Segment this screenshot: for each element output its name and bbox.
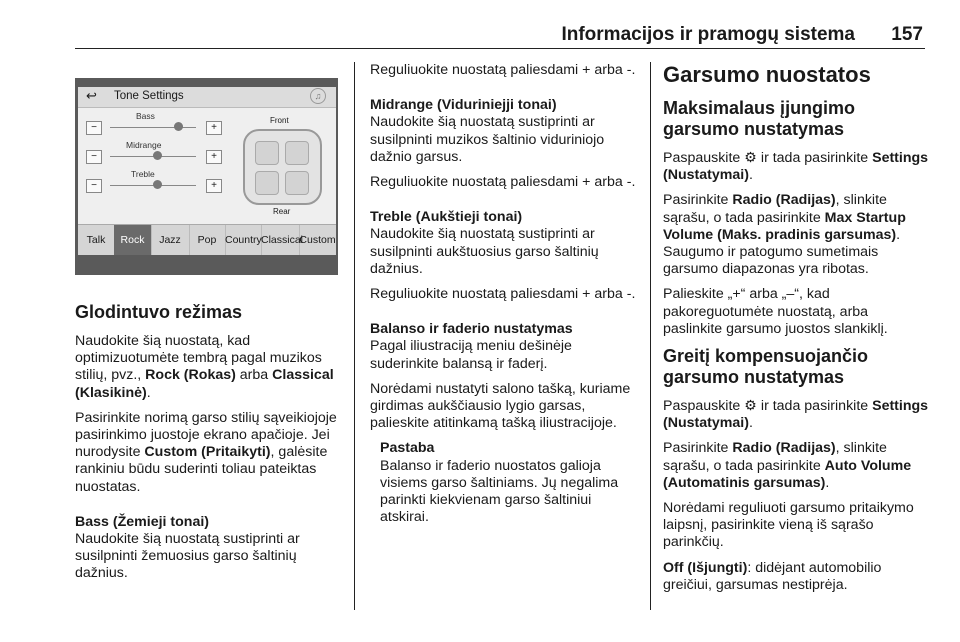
note-box [380,440,636,526]
tab-jazz[interactable]: Jazz [151,225,190,255]
settings-gear-icon: ⚙ [744,150,757,166]
heading-treble: Treble (Aukštieji tonai) [370,209,523,226]
paragraph-midrange: Naudokite šią nuostatą sustiprinti ar susilpninti muzikos šaltinio viduriniojo dažnio garsus. [370,114,605,165]
midrange-minus-button[interactable]: − [86,150,102,164]
heading-max-startup-volume: Maksimalaus įjungimo garsumo nustatymas [663,98,856,139]
column-divider-1 [354,62,355,610]
paragraph-bass: Naudokite šią nuostatą sustiprinti ar susilpninti žemuosius garso šaltinių dažnius. [75,531,300,582]
screen-title: Tone Settings [114,90,184,102]
paragraph-adjust-level: Norėdami reguliuoti garsumo pritaikymo laipsnį, pasirinkite vieną iš sąrašo parinkčių. [663,500,914,551]
back-arrow-icon[interactable]: ↩ [86,88,97,103]
paragraph-adjust-2: Reguliuokite nuostatą paliesdami + arba -. [370,174,636,191]
midrange-control [86,140,226,170]
treble-slider-knob[interactable] [153,180,162,189]
column-2 [370,62,636,534]
paragraph-off-option: Off (Išjungti): didėjant automobilio greičiui, garsumas nestiprėja. [663,559,882,593]
seat-front-left [255,141,279,165]
heading-bass: Bass (Žemieji tonai) [75,513,210,530]
front-label: Front [270,116,289,125]
treble-plus-button[interactable]: + [206,179,222,193]
heading-equalizer-mode: Glodintuvo režimas [75,302,243,322]
tab-classical[interactable]: Classical [261,225,300,255]
paragraph-adjust-1: Reguliuokite nuostatą paliesdami + arba -. [370,62,636,78]
bass-label: Bass [136,111,155,121]
tab-country[interactable]: Country [225,225,262,255]
tone-settings-screenshot [75,78,338,275]
paragraph-touch-adjust: Palieskite „+“ arba „–“, kad pakoreguotumėte nuostatą, arba paslinkite garsumo juostos slankiklį. [663,286,888,337]
settings-gear-icon: ⚙ [744,398,757,415]
bass-slider-knob[interactable] [174,122,183,131]
midrange-label: Midrange [126,140,162,150]
paragraph-mode-intro: Naudokite šią nuostatą, kad optimizuotumėte tembrą pagal muzikos stilių, pvz., Rock (Rokas) arba Classical (Klasikinė). [75,333,334,401]
chapter-title: Informacijos ir pramogų sistema [561,24,855,45]
page-number: 157 [891,24,923,45]
page-header [75,0,925,49]
heading-balance-fader: Balanso ir faderio nustatymas [370,321,573,338]
paragraph-press-settings-1: Paspauskite ⚙ ir tada pasirinkite Settings (Nustatymai). [663,150,929,184]
paragraph-treble: Naudokite šią nuostatą sustiprinti ar susilpninti aukštuosius garso šaltinių dažnius. [370,226,599,277]
heading-volume-settings: Garsumo nuostatos [663,62,871,87]
paragraph-balance-1: Pagal iliustraciją meniu dešinėje suderinkite balansą ir faderį. [370,338,572,372]
column-3 [663,62,929,602]
treble-control [86,169,226,199]
column-1 [75,296,340,591]
seat-rear-left [255,171,279,195]
tab-custom[interactable]: Custom [299,234,336,246]
tone-settings-screen [78,87,336,255]
tab-rock[interactable]: Rock [114,225,152,255]
treble-minus-button[interactable]: − [86,179,102,193]
paragraph-adjust-3: Reguliuokite nuostatą paliesdami + arba -. [370,286,636,303]
column-divider-2 [650,62,651,610]
rear-label: Rear [273,207,291,216]
seat-rear-right [285,171,309,195]
paragraph-balance-2: Norėdami nustatyti salono tašką, kuriame girdimas aukščiausio lygio garsas, palieskite atitinkamą tašką iliustracijoje. [370,380,631,432]
tab-pop[interactable]: Pop [189,225,226,255]
cabin-balance-fader-map[interactable] [243,129,322,205]
heading-auto-volume: Greitį kompensuojančio garsumo nustatymas [663,346,869,388]
seat-front-right [285,141,309,165]
tab-talk[interactable]: Talk [78,225,115,255]
bass-minus-button[interactable]: − [86,121,102,135]
equalizer-mode-tabs [78,224,336,255]
paragraph-max-volume: Pasirinkite Radio (Radijas), slinkite sąrašu, o tada pasirinkite Max Startup Volume (Maks. pradinis garsumas). Saugumo ir patogumo sumetimais garsumo diapazonas yra ribotas. [663,192,906,278]
note-text: Balanso ir faderio nuostatos galioja visiems garso šaltiniams. Jų negalima parinkti kiekvienam garso šaltiniui atskirai. [380,457,619,526]
music-note-icon: ♫ [310,88,326,104]
paragraph-press-settings-2: Paspauskite ⚙ ir tada pasirinkite Settings (Nustatymai). [663,398,929,432]
note-heading: Pastaba [380,440,435,457]
midrange-slider-knob[interactable] [153,151,162,160]
treble-label: Treble [131,169,155,179]
paragraph-auto-volume: Pasirinkite Radio (Radijas), slinkite sąrašu, o tada pasirinkite Auto Volume (Automatinis garsumas). [663,440,912,491]
screen-top-bar [78,87,336,108]
midrange-plus-button[interactable]: + [206,150,222,164]
paragraph-mode-select: Pasirinkite norimą garso stilių sąveikiojoje pasirinkimo juostoje ekrano apačioje. Jei nurodysite Custom (Pritaikyti), galėsite rankiniu būdu suderinti toliau pateiktas nuostatas. [75,409,337,495]
bass-slider-track[interactable] [110,127,196,128]
bass-plus-button[interactable]: + [206,121,222,135]
heading-midrange: Midrange (Viduriniejji tonai) [370,97,557,114]
bass-control [86,111,226,141]
